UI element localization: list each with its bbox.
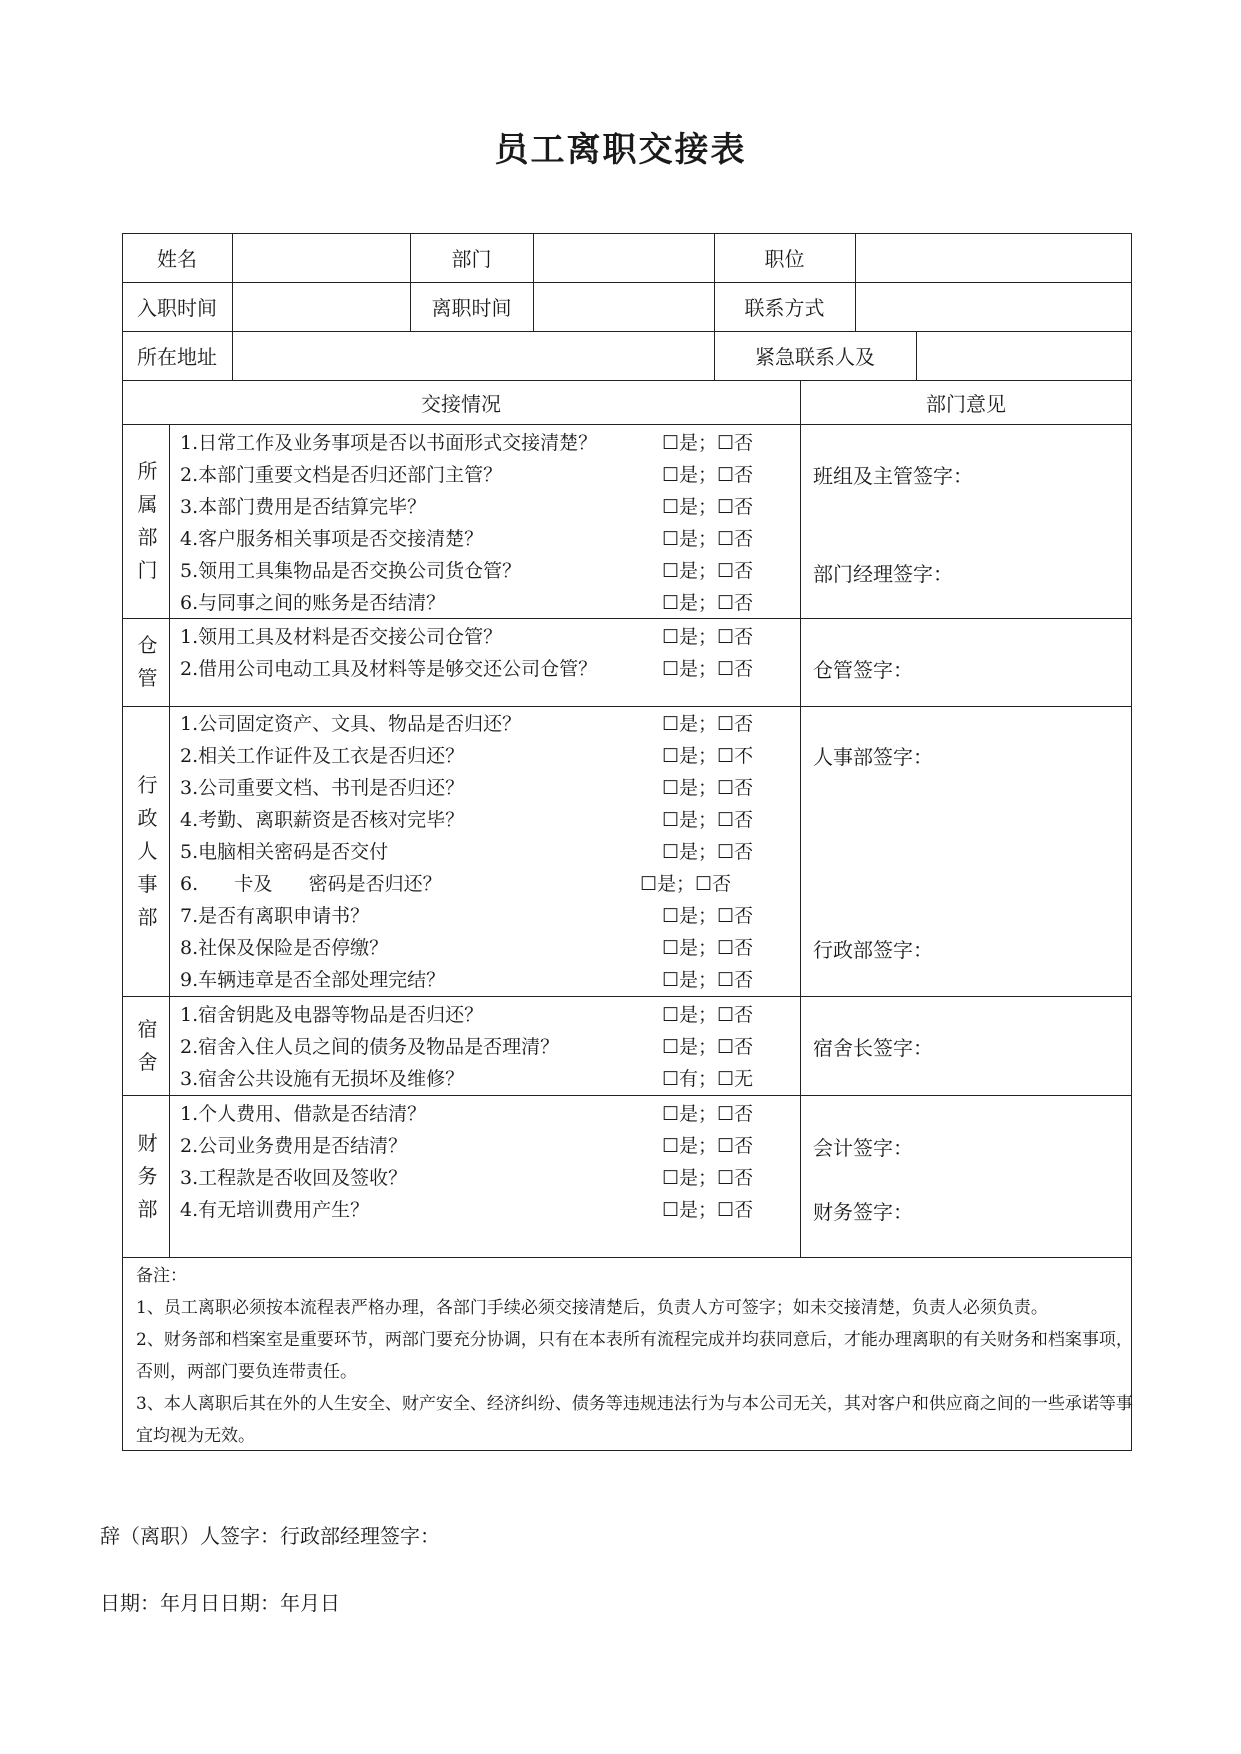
list-item: 2.公司业务费用是否结清？ ☐是；☐否 bbox=[180, 1129, 780, 1159]
admin-signature-label: 行政部签字： bbox=[813, 938, 933, 962]
list-item: 1.公司固定资产、文具、物品是否归还？ ☐是；☐否 bbox=[180, 707, 780, 737]
name-field[interactable] bbox=[232, 233, 410, 282]
yes-no-checkbox[interactable]: ☐是；☐否 bbox=[640, 872, 732, 895]
yes-no-checkbox[interactable]: ☐是；☐否 bbox=[662, 936, 754, 959]
opinion-header: 部门意见 bbox=[926, 391, 1006, 416]
yes-no-checkbox[interactable]: ☐是；☐否 bbox=[662, 625, 754, 648]
accountant-signature-label: 会计签字： bbox=[813, 1136, 913, 1160]
list-item: 6.与同事之间的账务是否结清？ ☐是；☐否 bbox=[180, 586, 780, 616]
list-item: 1.宿舍钥匙及电器等物品是否归还？ ☐是；☐否 bbox=[180, 998, 780, 1028]
leave-date-label: 离职时间 bbox=[431, 296, 512, 320]
notes-heading: 备注： bbox=[136, 1266, 187, 1286]
yes-no-checkbox[interactable]: ☐是；☐否 bbox=[662, 1134, 754, 1157]
signature-line: 辞（离职）人签字：行政部经理签字： bbox=[100, 1524, 440, 1548]
list-item: 2.相关工作证件及工衣是否归还？ ☐是；☐不 bbox=[180, 739, 780, 769]
hire-date-label: 入职时间 bbox=[137, 296, 217, 320]
yes-no-checkbox[interactable]: ☐是；☐否 bbox=[662, 776, 754, 799]
yes-no-checkbox[interactable]: ☐是；☐否 bbox=[662, 1003, 754, 1026]
list-item: 7.是否有离职申请书？ ☐是；☐否 bbox=[180, 899, 780, 929]
section-label-dormitory: 宿 舍 bbox=[137, 1016, 158, 1074]
list-item: 4.有无培训费用产生？ ☐是；☐否 bbox=[180, 1193, 780, 1223]
yes-no-checkbox[interactable]: ☐是；☐否 bbox=[662, 463, 754, 486]
list-item: 1.领用工具及材料是否交接公司仓管？ ☐是；☐否 bbox=[180, 620, 780, 650]
hr-signature-label: 人事部签字： bbox=[813, 745, 933, 769]
list-item: 2.借用公司电动工具及材料等是够交还公司仓管？ ☐是；☐否 bbox=[180, 652, 780, 682]
yes-no-checkbox[interactable]: ☐是；☐否 bbox=[662, 808, 754, 831]
notes-line-3: 3、本人离职后其在外的人生安全、财产安全、经济纠纷、债务等违规违法行为与本公司无关，其对客户和供应商之间的一些承诺等事宜均视为无效。 bbox=[136, 1394, 1133, 1446]
section-label-finance: 财 务 部 bbox=[137, 1130, 158, 1221]
contact-field[interactable] bbox=[855, 282, 1132, 331]
section-label-warehouse: 仓 管 bbox=[137, 633, 158, 690]
list-item: 2.宿舍入住人员之间的债务及物品是否理清？ ☐是；☐否 bbox=[180, 1030, 780, 1060]
supervisor-signature-label: 班组及主管签字： bbox=[813, 464, 973, 488]
list-item: 9.车辆违章是否全部处理完结？ ☐是；☐否 bbox=[180, 963, 780, 993]
list-item: 4.客户服务相关事项是否交接清楚？ ☐是；☐否 bbox=[180, 522, 780, 552]
page-title: 员工离职交接表 bbox=[494, 130, 747, 170]
position-field[interactable] bbox=[855, 233, 1132, 282]
yes-no-checkbox[interactable]: ☐是；☐否 bbox=[662, 657, 754, 680]
leave-date-field[interactable] bbox=[533, 282, 714, 331]
address-label: 所在地址 bbox=[137, 345, 217, 369]
date-line: 日期：年月日日期：年月日 bbox=[100, 1591, 340, 1615]
list-item: 5.电脑相关密码是否交付 ☐是；☐否 bbox=[180, 835, 780, 865]
list-item: 3.公司重要文档、书刊是否归还？ ☐是；☐否 bbox=[180, 771, 780, 801]
handover-header: 交接情况 bbox=[421, 391, 501, 416]
list-item: 8.社保及保险是否停缴？ ☐是；☐否 bbox=[180, 931, 780, 961]
yes-no-checkbox[interactable]: ☐是；☐否 bbox=[662, 527, 754, 550]
notes-line-2: 2、财务部和档案室是重要环节，两部门要充分协调，只有在本表所有流程完成并均获同意后，才能办理离职的有关财务和档案事项，否则，两部门要负连带责任。 bbox=[136, 1330, 1133, 1382]
list-item: 1.日常工作及业务事项是否以书面形式交接清楚？ ☐是；☐否 bbox=[180, 426, 780, 456]
section-label-department: 所 属 部 门 bbox=[137, 459, 158, 582]
emergency-contact-label: 紧急联系人及 bbox=[755, 345, 875, 369]
finance-signature-label: 财务签字： bbox=[813, 1200, 913, 1224]
yes-no-checkbox[interactable]: ☐是；☐否 bbox=[662, 495, 754, 518]
yes-no-checkbox[interactable]: ☐是；☐否 bbox=[662, 1035, 754, 1058]
dept-label: 部门 bbox=[451, 247, 492, 271]
notes-section bbox=[136, 1260, 1134, 1452]
contact-label: 联系方式 bbox=[744, 296, 825, 320]
yes-no-checkbox[interactable]: ☐是；☐否 bbox=[662, 968, 754, 991]
yes-no-checkbox[interactable]: ☐是；☐否 bbox=[662, 712, 754, 735]
list-item: 1.个人费用、借款是否结清？ ☐是；☐否 bbox=[180, 1097, 780, 1127]
yes-no-checkbox[interactable]: ☐是；☐不 bbox=[662, 744, 754, 767]
name-label: 姓名 bbox=[157, 247, 197, 271]
yes-no-checkbox[interactable]: ☐是；☐否 bbox=[662, 1166, 754, 1189]
emergency-contact-field[interactable] bbox=[916, 331, 1132, 380]
list-item: 3.宿舍公共设施有无损坏及维修？ ☐有；☐无 bbox=[180, 1062, 780, 1092]
yes-no-checkbox[interactable]: ☐是；☐否 bbox=[662, 559, 754, 582]
address-field[interactable] bbox=[232, 331, 714, 380]
yes-no-checkbox[interactable]: ☐是；☐否 bbox=[662, 904, 754, 927]
dept-manager-signature-label: 部门经理签字： bbox=[813, 562, 953, 586]
hire-date-field[interactable] bbox=[232, 282, 410, 331]
yes-no-checkbox[interactable]: ☐有；☐无 bbox=[662, 1067, 754, 1090]
dorm-leader-signature-label: 宿舍长签字： bbox=[813, 1036, 933, 1060]
yes-no-checkbox[interactable]: ☐是；☐否 bbox=[662, 840, 754, 863]
section-label-admin-hr: 行 政 人 事 部 bbox=[137, 772, 158, 929]
list-item: 4.考勤、离职薪资是否核对完毕？ ☐是；☐否 bbox=[180, 803, 780, 833]
list-item: 3.工程款是否收回及签收？ ☐是；☐否 bbox=[180, 1161, 780, 1191]
yes-no-checkbox[interactable]: ☐是；☐否 bbox=[662, 591, 754, 614]
yes-no-checkbox[interactable]: ☐是；☐否 bbox=[662, 1198, 754, 1221]
yes-no-checkbox[interactable]: ☐是；☐否 bbox=[662, 431, 754, 454]
list-item: 2.本部门重要文档是否归还部门主管？ ☐是；☐否 bbox=[180, 458, 780, 488]
yes-no-checkbox[interactable]: ☐是；☐否 bbox=[662, 1102, 754, 1125]
position-label: 职位 bbox=[764, 247, 805, 271]
dept-field[interactable] bbox=[533, 233, 714, 282]
list-item: 3.本部门费用是否结算完毕？ ☐是；☐否 bbox=[180, 490, 780, 520]
list-item: 5.领用工具集物品是否交换公司货仓管？ ☐是；☐否 bbox=[180, 554, 780, 584]
warehouse-signature-label: 仓管签字： bbox=[813, 658, 913, 682]
list-item: 6. 卡及 密码是否归还？ ☐是；☐否 bbox=[180, 867, 780, 897]
notes-line-1: 1、员工离职必须按本流程表严格办理，各部门手续必须交接清楚后，负责人方可签字；如未交接清楚，负责人必须负责。 bbox=[136, 1298, 1048, 1318]
